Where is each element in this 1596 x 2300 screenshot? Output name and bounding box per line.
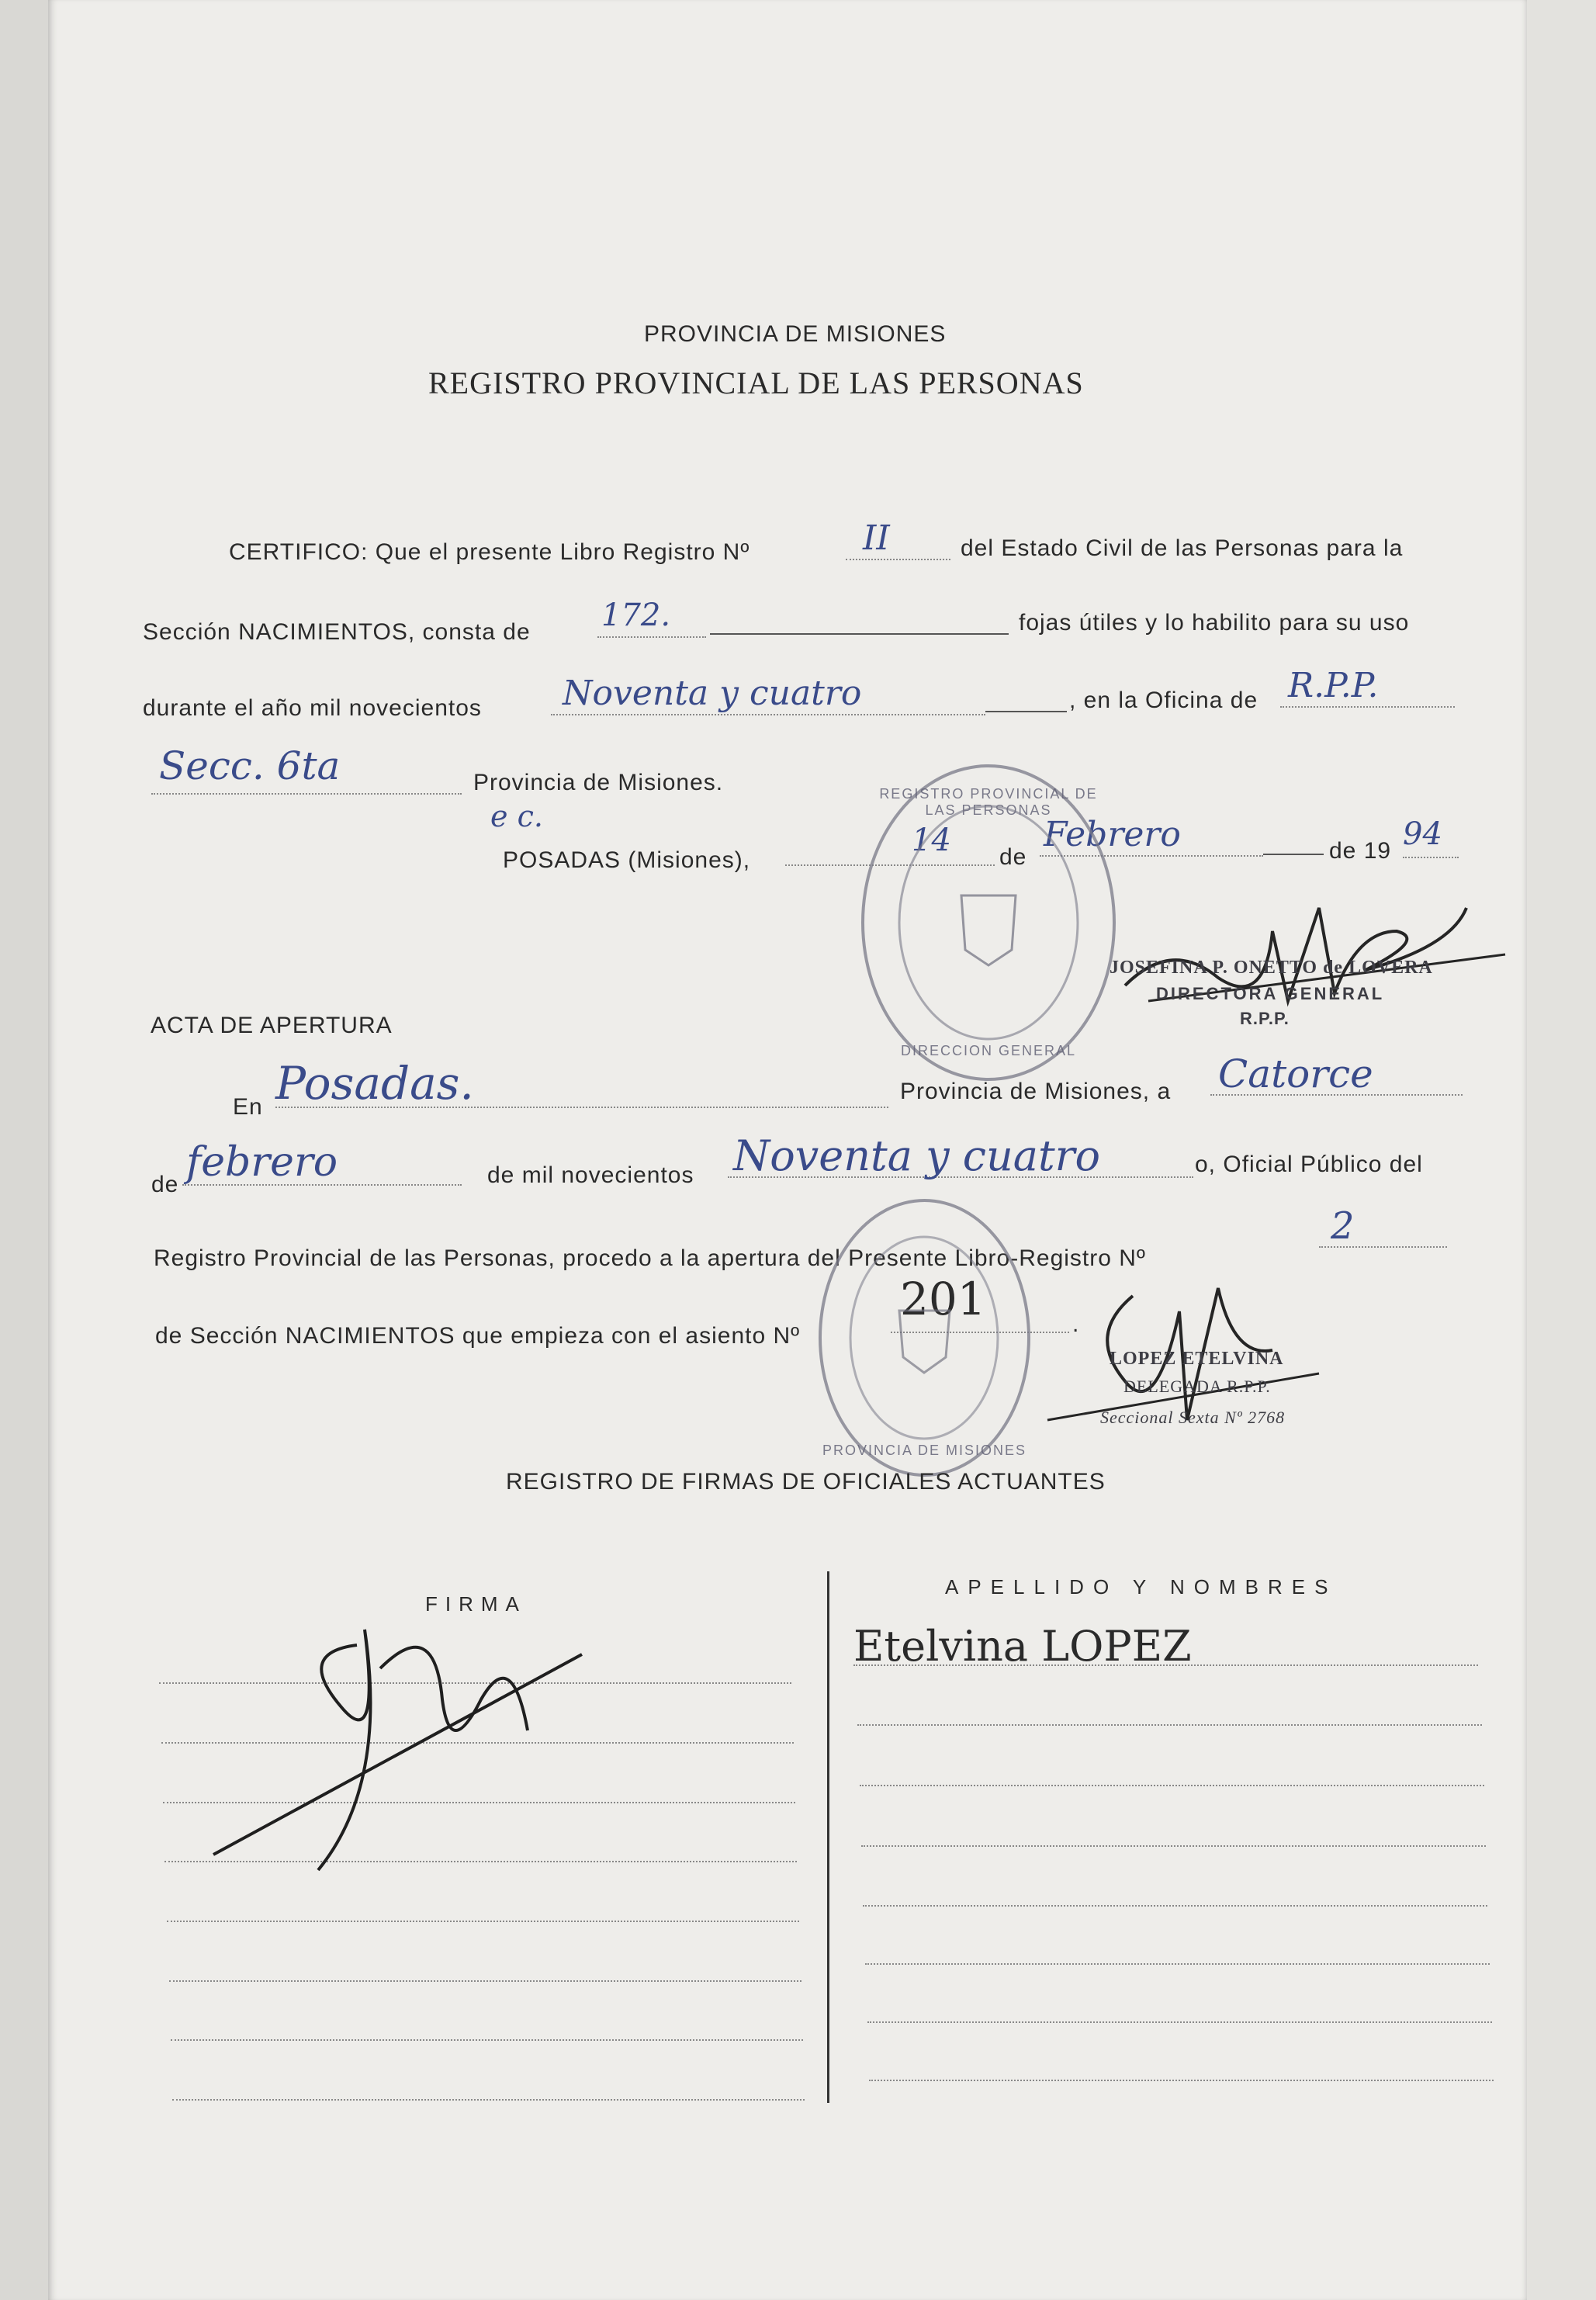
nombre-line-7	[867, 2021, 1492, 2023]
nombre-line-2	[857, 1724, 1482, 1726]
oficina-line	[1280, 706, 1455, 708]
firma-line-5	[167, 1921, 799, 1922]
firma-signature-scribble	[202, 1599, 636, 1909]
year-words-handwritten: Noventa y cuatro	[563, 674, 862, 713]
firma-line-6	[169, 1980, 801, 1982]
acta-period: .	[1072, 1311, 1080, 1337]
cert-line2-suffix: fojas útiles y lo habilito para su uso	[1019, 610, 1410, 636]
seccion-line	[151, 793, 462, 795]
fojas-solid-line	[710, 633, 1009, 635]
posadas-label: POSADAS (Misiones),	[503, 847, 751, 873]
stamp1-emblem	[864, 767, 1113, 1078]
cert-line1-suffix: del Estado Civil de las Personas para la	[961, 535, 1404, 561]
fojas-handwritten: 172.	[601, 598, 671, 633]
fojas-dotted-line	[597, 636, 706, 638]
signer-2-title: DELEGADA R.P.P.	[1123, 1377, 1271, 1396]
firma-column-header: FIRMA	[425, 1592, 527, 1616]
nombre-entry-handwritten: Etelvina LOPEZ	[853, 1622, 1192, 1671]
seccion-handwritten: Secc. 6ta	[159, 743, 341, 788]
official-stamp-1	[861, 764, 1116, 1081]
stamp2-ring-text: PROVINCIA DE MISIONES	[822, 1443, 1027, 1458]
page-edge	[1527, 0, 1596, 2300]
year-dotted-line	[551, 714, 985, 715]
cert-line2-prefix: Sección NACIMIENTOS, consta de	[143, 619, 531, 645]
year-end-line	[1403, 857, 1459, 858]
firma-line-8	[172, 2099, 805, 2101]
acta-day-handwritten: Catorce	[1218, 1051, 1373, 1096]
libro-no-line	[846, 559, 950, 560]
nombre-line-8	[869, 2080, 1494, 2081]
firmas-heading: REGISTRO DE FIRMAS DE OFICIALES ACTUANTES	[506, 1469, 1106, 1495]
signer-1-name: JOSEFINA P. ONETTO de LOVERA	[1110, 958, 1433, 978]
acta-en-label: En	[233, 1094, 263, 1120]
year-prefix: de 19	[1329, 838, 1392, 864]
cert-line3-mid: , en la Oficina de	[1069, 688, 1258, 713]
province-heading: PROVINCIA DE MISIONES	[644, 321, 947, 347]
signer-2-name: LOPEZ ETELVINA	[1110, 1349, 1284, 1369]
cert-line3-prefix: durante el año mil novecientos	[143, 695, 482, 721]
year-end-handwritten: 94	[1403, 816, 1442, 852]
registry-heading: REGISTRO PROVINCIAL DE LAS PERSONAS	[428, 365, 1084, 400]
month-handwritten: Febrero	[1044, 815, 1181, 854]
acta-heading: ACTA DE APERTURA	[151, 1013, 393, 1038]
acta-line3: Registro Provincial de las Personas, procedo a la apertura del Presente Libro-Registro Nº	[154, 1245, 1146, 1271]
table-divider	[827, 1571, 829, 2103]
acta-asiento-handwritten: 201	[900, 1273, 986, 1325]
stamp2-emblem	[822, 1202, 1027, 1474]
cert-line4-suffix: Provincia de Misiones.	[473, 770, 724, 795]
acta-mil-label: de mil novecientos	[487, 1162, 694, 1188]
stamp1-inner-text: DIRECCION GENERAL	[900, 1043, 1077, 1058]
signer-2-sect: Seccional Sexta Nº 2768	[1100, 1408, 1286, 1427]
acta-de-label: de	[151, 1172, 179, 1197]
nombre-line-6	[865, 1963, 1490, 1965]
day-handwritten: 14	[912, 823, 951, 858]
libro-no-handwritten: II	[863, 518, 890, 558]
nombre-line-3	[860, 1785, 1484, 1786]
cert-line1-prefix: CERTIFICO: Que el presente Libro Registro Nº	[229, 539, 750, 565]
acta-place-handwritten: Posadas.	[275, 1057, 474, 1110]
nombre-line-5	[863, 1905, 1487, 1907]
acta-provincia-label: Provincia de Misiones, a	[900, 1079, 1172, 1104]
de-label: de	[999, 844, 1027, 870]
month-solid-line	[1263, 854, 1324, 855]
note-handwritten: e c.	[490, 799, 543, 833]
official-stamp-2	[819, 1199, 1030, 1477]
acta-oficial-label: o, Oficial Público del	[1195, 1152, 1423, 1177]
year-solid-line	[985, 711, 1067, 712]
signer-1-org: R.P.P.	[1240, 1009, 1290, 1028]
firma-line-7	[171, 2039, 803, 2041]
acta-line4: de Sección NACIMIENTOS que empieza con el asiento Nº	[155, 1323, 801, 1349]
stamp1-ring-text: REGISTRO PROVINCIAL DE LAS PERSONAS	[879, 786, 1098, 818]
acta-year-handwritten: Noventa y cuatro	[733, 1131, 1100, 1180]
signer-1-title: DIRECTORA GENERAL	[1156, 984, 1385, 1003]
nombres-column-header: APELLIDO Y NOMBRES	[945, 1575, 1338, 1599]
acta-month-handwritten: febrero	[186, 1139, 338, 1186]
oficina-handwritten: R.P.P.	[1288, 666, 1379, 705]
acta-libro-handwritten: 2	[1331, 1204, 1355, 1248]
nombre-line-4	[861, 1845, 1486, 1847]
